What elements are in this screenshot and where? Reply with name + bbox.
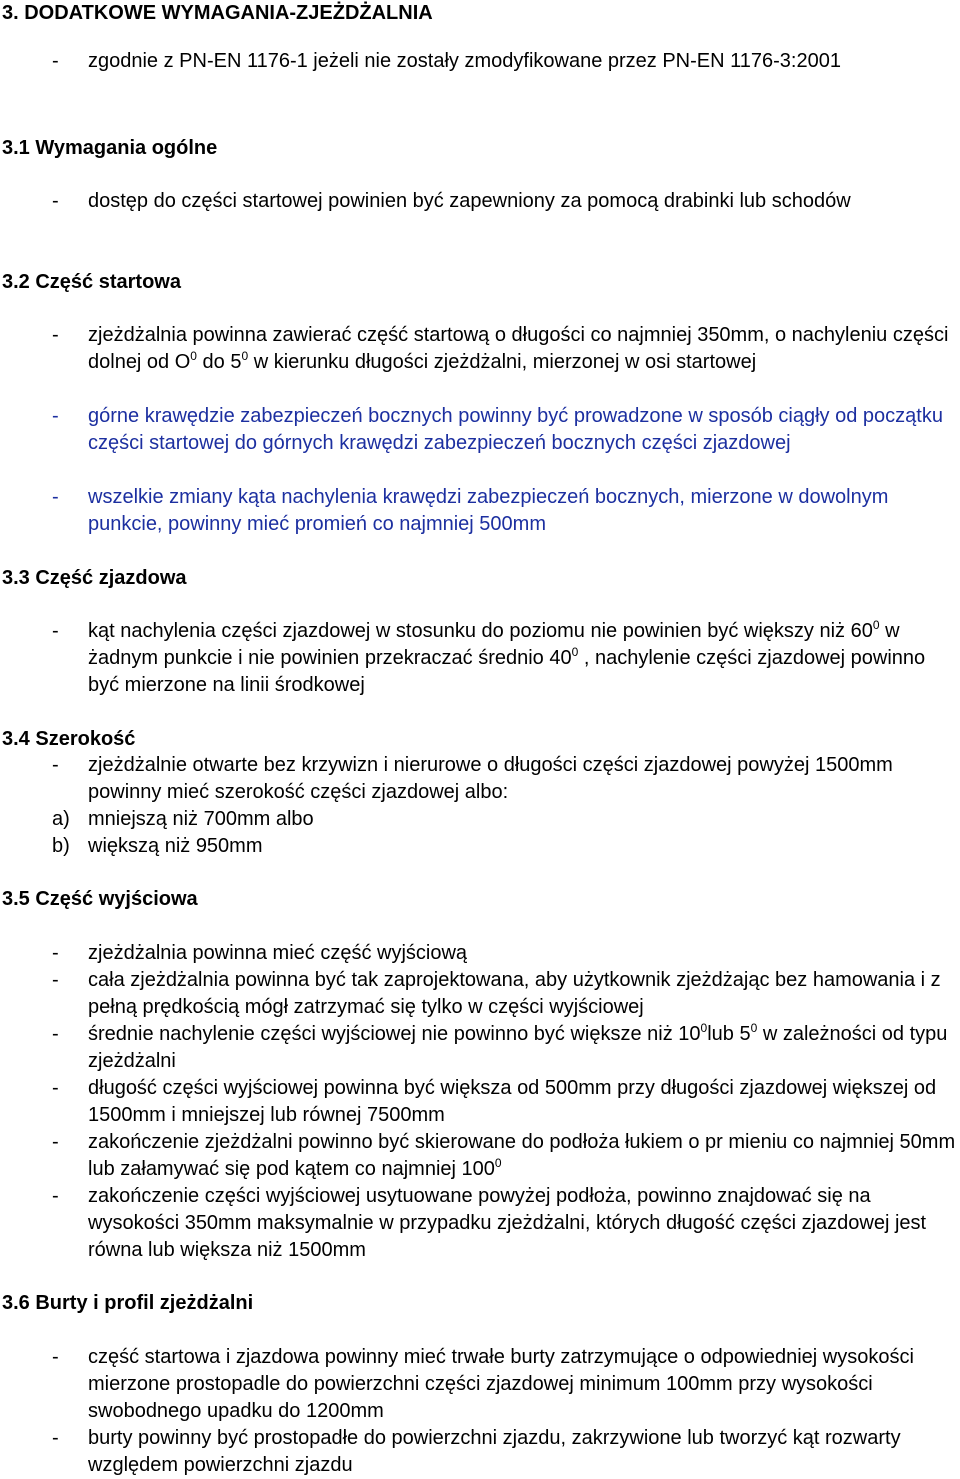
- list-item: [52, 1425, 956, 1479]
- list-item: [52, 833, 956, 860]
- list-item: [52, 752, 956, 806]
- list-item-text: część startowa i zjazdowa powinny mieć trwałe burty zatrzymujące o odpowiedniej wysokości mierzone prostopadle do powierzchni części zjazdowej minimum 100mm przy wysokości swobodnego upadku do 1200mm: [88, 1346, 914, 1422]
- list-item-text: burty powinny być prostopadłe do powierzchni zjazdu, zakrzywione lub tworzyć kąt rozwarty względem powierzchni zjazdu: [88, 1427, 901, 1476]
- list-item-text: zakończenie zjeżdżalni powinno być skierowane do podłoża łukiem o pr mieniu co najmniej 50mm lub załamywać się pod kątem co najmniej $100^0$: [88, 1131, 956, 1180]
- list-item: [52, 1129, 956, 1183]
- list-item: [52, 322, 956, 376]
- list-item-text: zjeżdżalnia powinna zawierać część startową o długości co najmniej 350mm, o nachyleniu części dolnej od $O^0$ do $5^0$ w kierunku długości zjeżdżalni, mierzonej w osi startowej: [88, 324, 949, 373]
- list-item-text: wszelkie zmiany kąta nachylenia krawędzi zabezpieczeń bocznych, mierzone w dowolnym punkcie, powinny mieć promień co najmniej 500mm: [88, 486, 889, 535]
- list-marker: a): [52, 808, 70, 830]
- section-heading: 3.6 Burty i profil zjeżdżalni: [2, 1292, 254, 1314]
- list-item-text: zgodnie z PN-EN 1176-1 jeżeli nie zostały zmodyfikowane przez PN-EN 1176-3:2001: [88, 50, 841, 72]
- list-marker: -: [52, 969, 59, 991]
- list-item: [52, 1344, 956, 1425]
- list-marker: -: [52, 1185, 59, 1207]
- list-item: [52, 48, 956, 75]
- list-marker: b): [52, 835, 70, 857]
- list-item-text: zjeżdżalnia powinna mieć część wyjściową: [88, 942, 468, 964]
- list-item: [52, 967, 956, 1021]
- list-item-text: mniejszą niż 700mm albo: [88, 808, 314, 830]
- list-item-text: kąt nachylenia części zjazdowej w stosunku do poziomu nie powinien być większy niż $60^0$ w żadnym punkcie i nie powinien przekraczać średnio $40^0$ , nachylenie części zjazdowej powinno być mierzone na linii środkowej: [88, 618, 926, 696]
- list-item-text: większą niż 950mm: [88, 835, 263, 857]
- list-item-text: cała zjeżdżalnia powinna być tak zaprojektowana, aby użytkownik zjeżdżając bez hamowania i z pełną prędkością mógł zatrzymać się tylko w części wyjściowej: [88, 969, 941, 1018]
- section-heading: 3.2 Część startowa: [2, 271, 181, 293]
- list-item: [52, 618, 956, 699]
- list-item: [52, 403, 956, 457]
- section-heading: 3.5 Część wyjściowa: [2, 888, 198, 910]
- list-marker: -: [52, 1131, 59, 1153]
- list-marker: -: [52, 1023, 59, 1045]
- list-item-text: długość części wyjściowej powinna być większa od 500mm przy długości zjazdowej większej od 1500mm i mniejszej lub równej 7500mm: [88, 1077, 937, 1126]
- list-marker: -: [52, 324, 59, 346]
- list-item: [52, 806, 956, 833]
- section-heading: 3.3 Część zjazdowa: [2, 567, 187, 589]
- list-item: [52, 188, 956, 215]
- list-item-text: zjeżdżalnie otwarte bez krzywizn i nierurowe o długości części zjazdowej powyżej 1500mm powinny mieć szerokość części zjazdowej albo:: [88, 754, 893, 803]
- list-item: [52, 484, 956, 538]
- list-item: [52, 1021, 956, 1075]
- list-item-text: zakończenie części wyjściowej usytuowane powyżej podłoża, powinno znajdować się na wysokości 350mm maksymalnie w przypadku zjeżdżalni, których długość części zjazdowej jest równa lub większa niż 1500mm: [88, 1185, 927, 1261]
- list-marker: -: [52, 942, 59, 964]
- list-item: [52, 1075, 956, 1129]
- section-heading: 3.1 Wymagania ogólne: [2, 137, 218, 159]
- list-item-text: dostęp do części startowej powinien być zapewniony za pomocą drabinki lub schodów: [88, 190, 851, 212]
- list-item-text: górne krawędzie zabezpieczeń bocznych powinny być prowadzone w sposób ciągły od początku części startowej do górnych krawędzi zabezpieczeń bocznych części zjazdowej: [88, 405, 943, 454]
- list-marker: -: [52, 754, 59, 776]
- list-marker: -: [52, 50, 59, 72]
- list-marker: -: [52, 1427, 59, 1449]
- list-item-text: średnie nachylenie części wyjściowej nie powinno być większe niż $10^0lub$ $5^0$ w zależności od typu zjeżdżalni: [88, 1021, 948, 1072]
- list-marker: -: [52, 405, 59, 427]
- list-item: [52, 940, 956, 967]
- list-marker: -: [52, 620, 59, 642]
- list-item: [52, 1183, 956, 1264]
- list-marker: -: [52, 1346, 59, 1368]
- section-heading: 3.4 Szerokość: [2, 728, 136, 750]
- list-marker: -: [52, 190, 59, 212]
- list-marker: -: [52, 1077, 59, 1099]
- list-marker: -: [52, 486, 59, 508]
- section-heading: 3. DODATKOWE WYMAGANIA-ZJEŻDŻALNIA: [2, 2, 433, 24]
